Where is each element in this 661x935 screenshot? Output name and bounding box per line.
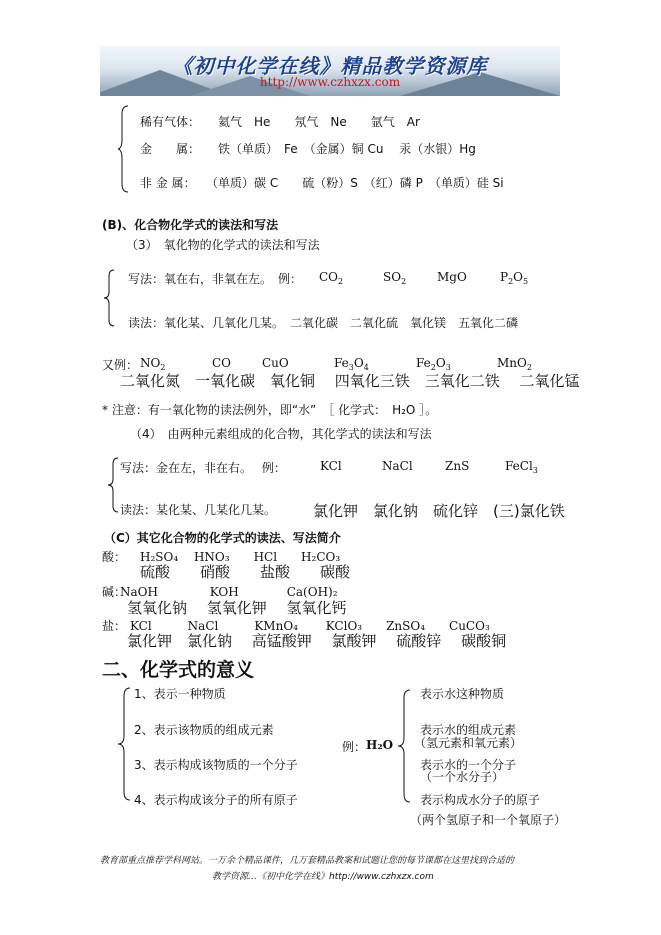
binary-names: 氯化钾 氯化钠 硫化锌 (三)氯化铁: [313, 502, 565, 520]
brace-icon: [398, 688, 412, 804]
example-formula: $SO_2$: [383, 270, 407, 286]
meaning-item: 3、表示构成该物质的一个分子: [134, 758, 298, 772]
footer-line-1: 教育部重点推荐学科网站。一万余个精品课件，几万套精品教案和试题让您的每节课都在这里找到合适的: [100, 856, 515, 866]
binary-example: FeCl$_3$: [505, 459, 538, 475]
again-names: 二氧化氮 一氧化碳 氧化铜 四氧化三铁 三氧化二铁 二氧化锰: [120, 372, 580, 390]
again-formula: $NO_2$: [140, 356, 166, 372]
metal-items: 铁（单质） Fe （金属）铜 Cu 汞（水银）Hg: [218, 142, 476, 156]
brace-icon: [108, 456, 120, 514]
example-label: 例：: [342, 740, 367, 754]
oxide-read-rule: 读法：氧化某、几氧化几某。 二氧化碳 二氧化硫 氧化镁 五氧化二磷: [128, 316, 519, 330]
acid-formulas: H₂SO₄ HNO₃ HCl H₂CO₃: [140, 550, 341, 564]
again-formula: $Fe_3O_4$: [334, 356, 369, 372]
example-formula: $CO_2$: [319, 270, 344, 286]
binary-read-rule: 读法：某化某、几某化几某。: [120, 503, 277, 517]
header-banner: [100, 46, 560, 96]
example-formula: $P_2O_5$: [500, 270, 529, 286]
again-formula: $Fe_2O_3$: [416, 356, 451, 372]
oxide-write-rule: 写法：氧在右，非氧在左。 例：: [128, 272, 303, 286]
section-b-title: (B)、化合物化学式的读法和写法: [102, 218, 279, 232]
oxide-subtitle: （3） 氧化物的化学式的读法和写法: [126, 238, 320, 252]
nonmetal-label: 非 金 属：: [140, 176, 196, 190]
acid-label: 酸：: [102, 550, 127, 564]
example-formula: MgO: [437, 270, 467, 284]
banner-url[interactable]: http://www.czhxzx.com: [259, 75, 401, 89]
water-meaning: 表示水这种物质: [420, 687, 505, 701]
banner-title: 《初中化学在线》精品教学资源库: [172, 54, 488, 78]
water-meaning-note: （氢元素和氧元素）: [414, 736, 523, 750]
water-meaning-note: （一个水分子）: [420, 770, 505, 784]
section-c-title: （C）其它化合物的化学式的读法、写法简介: [104, 531, 341, 545]
brace-icon: [118, 686, 132, 802]
binary-example: KCl: [320, 459, 342, 473]
binary-subtitle: （4） 由两种元素组成的化合物，其化学式的读法和写法: [130, 427, 432, 441]
base-names: 氢氧化钠 氢氧化钾 氢氧化钙: [127, 599, 347, 617]
metal-label: 金 属：: [140, 142, 201, 156]
binary-example: ZnS: [445, 459, 470, 473]
salt-formulas: KCl NaCl KMnO₄ KClO₃ ZnSO₄ CuCO₃: [130, 619, 490, 633]
again-formula: MnO$_2$: [497, 356, 532, 372]
meaning-item: 1、表示一种物质: [134, 687, 226, 701]
section-two-title: 二、化学式的意义: [102, 659, 255, 681]
water-meaning: 表示水的一个分子: [420, 758, 517, 772]
again-label: 又例：: [102, 358, 139, 372]
binary-write-rule: 写法：金在左，非在右。 例：: [120, 461, 286, 475]
water-meaning: 表示水的组成元素: [420, 723, 517, 737]
base-label: 碱：: [102, 585, 127, 599]
meaning-item: 4、表示构成该分子的所有原子: [134, 793, 298, 807]
water-meaning: 表示构成水分子的原子: [420, 793, 541, 807]
brace-icon: [104, 268, 116, 328]
meaning-item: 2、表示该物质的组成元素: [134, 723, 274, 737]
salt-label: 盐：: [102, 619, 127, 633]
noble-gas-items: 氦气 He 氖气 Ne 氩气 Ar: [218, 115, 420, 129]
water-note: * 注意：有一氧化物的读法例外，即“水” ［ 化学式： H₂O ］。: [102, 403, 438, 417]
salt-names: 氯化钾 氯化钠 高锰酸钾 氯酸钾 硫酸锌 碳酸铜: [127, 632, 507, 650]
base-formulas: NaOH KOH Ca(OH)₂: [120, 585, 338, 599]
footer-line-2[interactable]: 教学资源…《初中化学在线》http://www.czhxzx.com: [212, 872, 434, 882]
again-formula: CuO: [262, 356, 289, 370]
brace-icon: [118, 104, 130, 194]
water-formula: H₂O: [366, 738, 394, 752]
noble-gas-label: 稀有气体：: [140, 115, 201, 129]
again-formula: CO: [212, 356, 232, 370]
binary-example: NaCl: [382, 459, 413, 473]
water-meaning-note: （两个氢原子和一个氧原子）: [410, 813, 567, 827]
acid-names: 硫酸 硝酸 盐酸 碳酸: [140, 563, 351, 581]
nonmetal-items: （单质）碳 C 硫（粉）S （红）磷 P （单质）硅 Si: [206, 176, 504, 190]
